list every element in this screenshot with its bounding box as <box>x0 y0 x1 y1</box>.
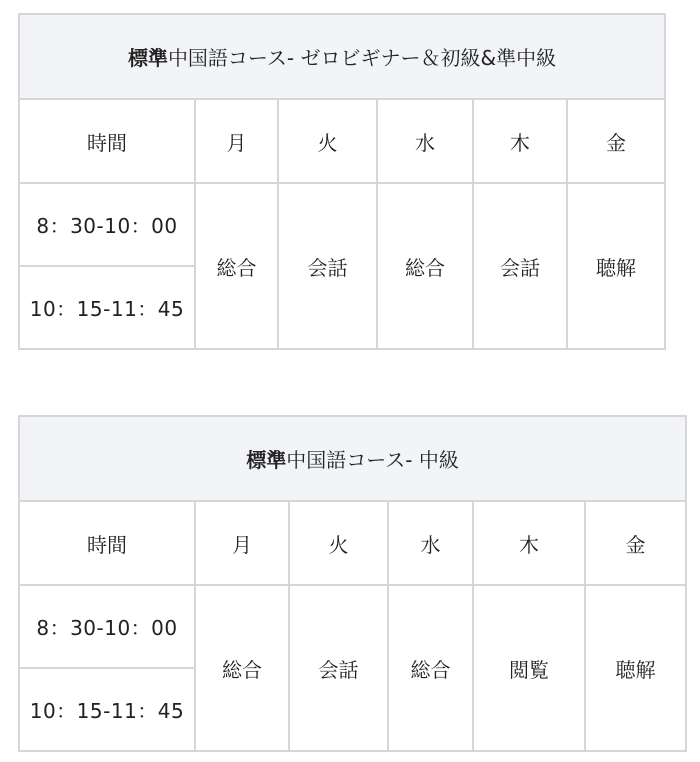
header-day-mon: 月 <box>195 501 289 585</box>
subject-thu: 閲覧 <box>473 585 585 751</box>
table-title-bold: 標準 <box>127 46 168 70</box>
table-title-row <box>19 416 686 501</box>
header-day-thu: 木 <box>473 501 585 585</box>
header-day-thu: 木 <box>473 99 567 183</box>
subject-fri: 聴解 <box>585 585 686 751</box>
subject-wed: 総合 <box>377 183 473 349</box>
header-day-fri: 金 <box>567 99 665 183</box>
header-day-tue: 火 <box>278 99 377 183</box>
table-title-text: 中国語コース- ゼロビギナー＆初級&準中級 <box>167 46 557 70</box>
subject-tue: 会話 <box>289 585 388 751</box>
table-title <box>19 416 686 501</box>
time-slot-2: 10：15-11：45 <box>19 668 195 751</box>
table-title-text: 中国語コース- 中級 <box>286 448 459 472</box>
schedule-table-intermediate <box>18 415 687 752</box>
schedule-table-beginner <box>18 13 666 350</box>
table-row <box>19 183 665 266</box>
table-title-row <box>19 14 665 99</box>
header-day-fri: 金 <box>585 501 686 585</box>
header-day-mon: 月 <box>195 99 278 183</box>
header-time: 時間 <box>19 501 195 585</box>
subject-mon: 総合 <box>195 183 278 349</box>
table-title-bold: 標準 <box>246 448 287 472</box>
header-day-wed: 水 <box>377 99 473 183</box>
time-slot-1: 8：30-10：00 <box>19 585 195 668</box>
subject-wed: 総合 <box>388 585 473 751</box>
subject-tue: 会話 <box>278 183 377 349</box>
table-header-row <box>19 501 686 585</box>
subject-mon: 総合 <box>195 585 289 751</box>
subject-fri: 聴解 <box>567 183 665 349</box>
time-slot-1: 8：30-10：00 <box>19 183 195 266</box>
table-title <box>19 14 665 99</box>
header-day-tue: 火 <box>289 501 388 585</box>
subject-thu: 会話 <box>473 183 567 349</box>
header-time: 時間 <box>19 99 195 183</box>
header-day-wed: 水 <box>388 501 473 585</box>
table-header-row <box>19 99 665 183</box>
table-row <box>19 585 686 668</box>
time-slot-2: 10：15-11：45 <box>19 266 195 349</box>
